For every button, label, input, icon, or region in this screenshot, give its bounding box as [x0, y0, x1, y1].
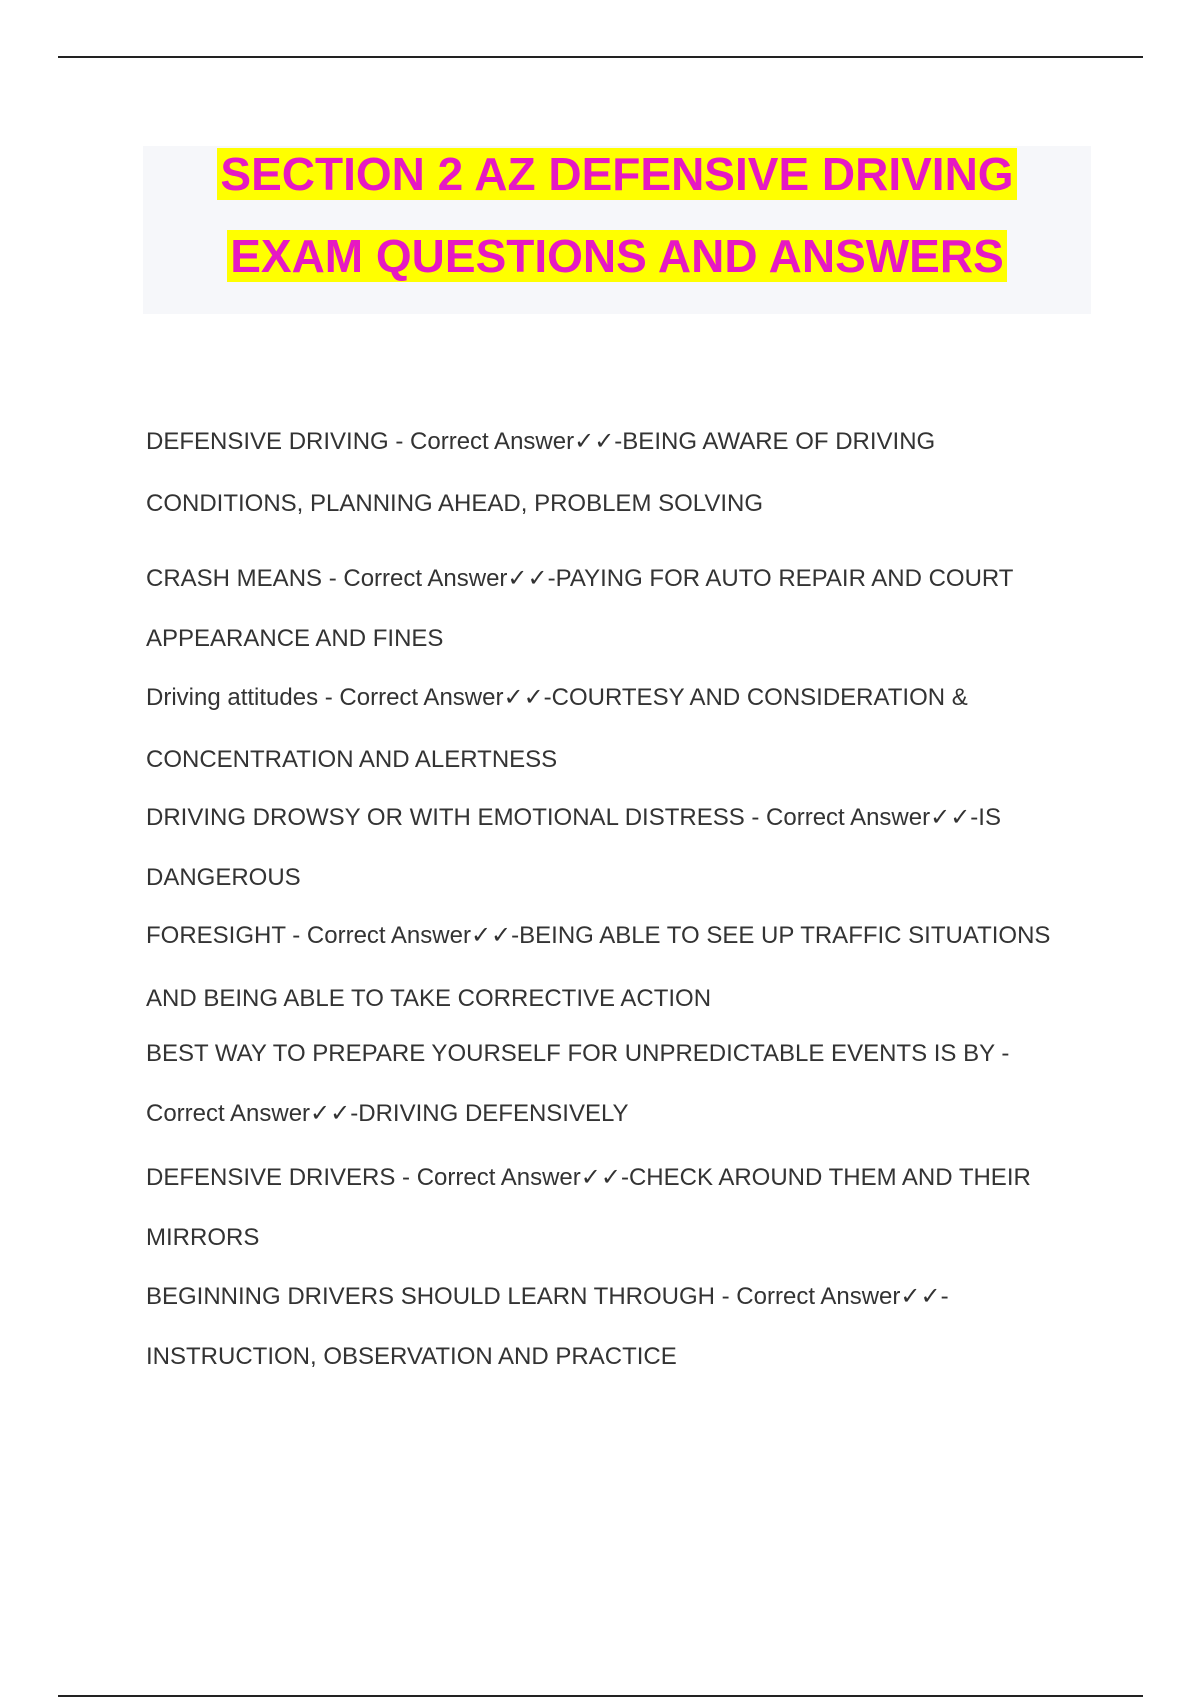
title-text-1: SECTION 2 AZ DEFENSIVE DRIVING [217, 148, 1016, 200]
title-line-1 [143, 146, 1091, 202]
top-rule [58, 56, 1143, 58]
qa-question-line: FORESIGHT - Correct Answer✓✓-BEING ABLE TO SEE UP TRAFFIC SITUATIONS [146, 922, 1051, 949]
qa-question-line: DEFENSIVE DRIVING - Correct Answer✓✓-BEING AWARE OF DRIVING [146, 428, 936, 455]
qa-answer-line: MIRRORS [146, 1224, 260, 1251]
qa-answer-line: AND BEING ABLE TO TAKE CORRECTIVE ACTION [146, 985, 712, 1012]
qa-question-line: BEGINNING DRIVERS SHOULD LEARN THROUGH - Correct Answer✓✓- [146, 1283, 949, 1310]
qa-question-line: BEST WAY TO PREPARE YOURSELF FOR UNPREDICTABLE EVENTS IS BY - [146, 1040, 1010, 1067]
qa-answer-line: DANGEROUS [146, 864, 301, 891]
qa-answer-line: APPEARANCE AND FINES [146, 625, 444, 652]
qa-question-line: CRASH MEANS - Correct Answer✓✓-PAYING FOR AUTO REPAIR AND COURT [146, 565, 1014, 592]
qa-answer-line: CONDITIONS, PLANNING AHEAD, PROBLEM SOLVING [146, 490, 764, 517]
qa-question-line: Driving attitudes - Correct Answer✓✓-COURTESY AND CONSIDERATION & [146, 684, 968, 711]
qa-question-line: DRIVING DROWSY OR WITH EMOTIONAL DISTRESS - Correct Answer✓✓-IS [146, 804, 1001, 831]
title-line-2 [143, 228, 1091, 284]
title-box [143, 146, 1091, 314]
qa-answer-line: CONCENTRATION AND ALERTNESS [146, 746, 558, 773]
title-text-2: EXAM QUESTIONS AND ANSWERS [227, 230, 1007, 282]
qa-answer-line: Correct Answer✓✓-DRIVING DEFENSIVELY [146, 1100, 629, 1127]
qa-question-line: DEFENSIVE DRIVERS - Correct Answer✓✓-CHECK AROUND THEM AND THEIR [146, 1164, 1031, 1191]
qa-answer-line: INSTRUCTION, OBSERVATION AND PRACTICE [146, 1343, 677, 1370]
bottom-rule [58, 1695, 1143, 1697]
